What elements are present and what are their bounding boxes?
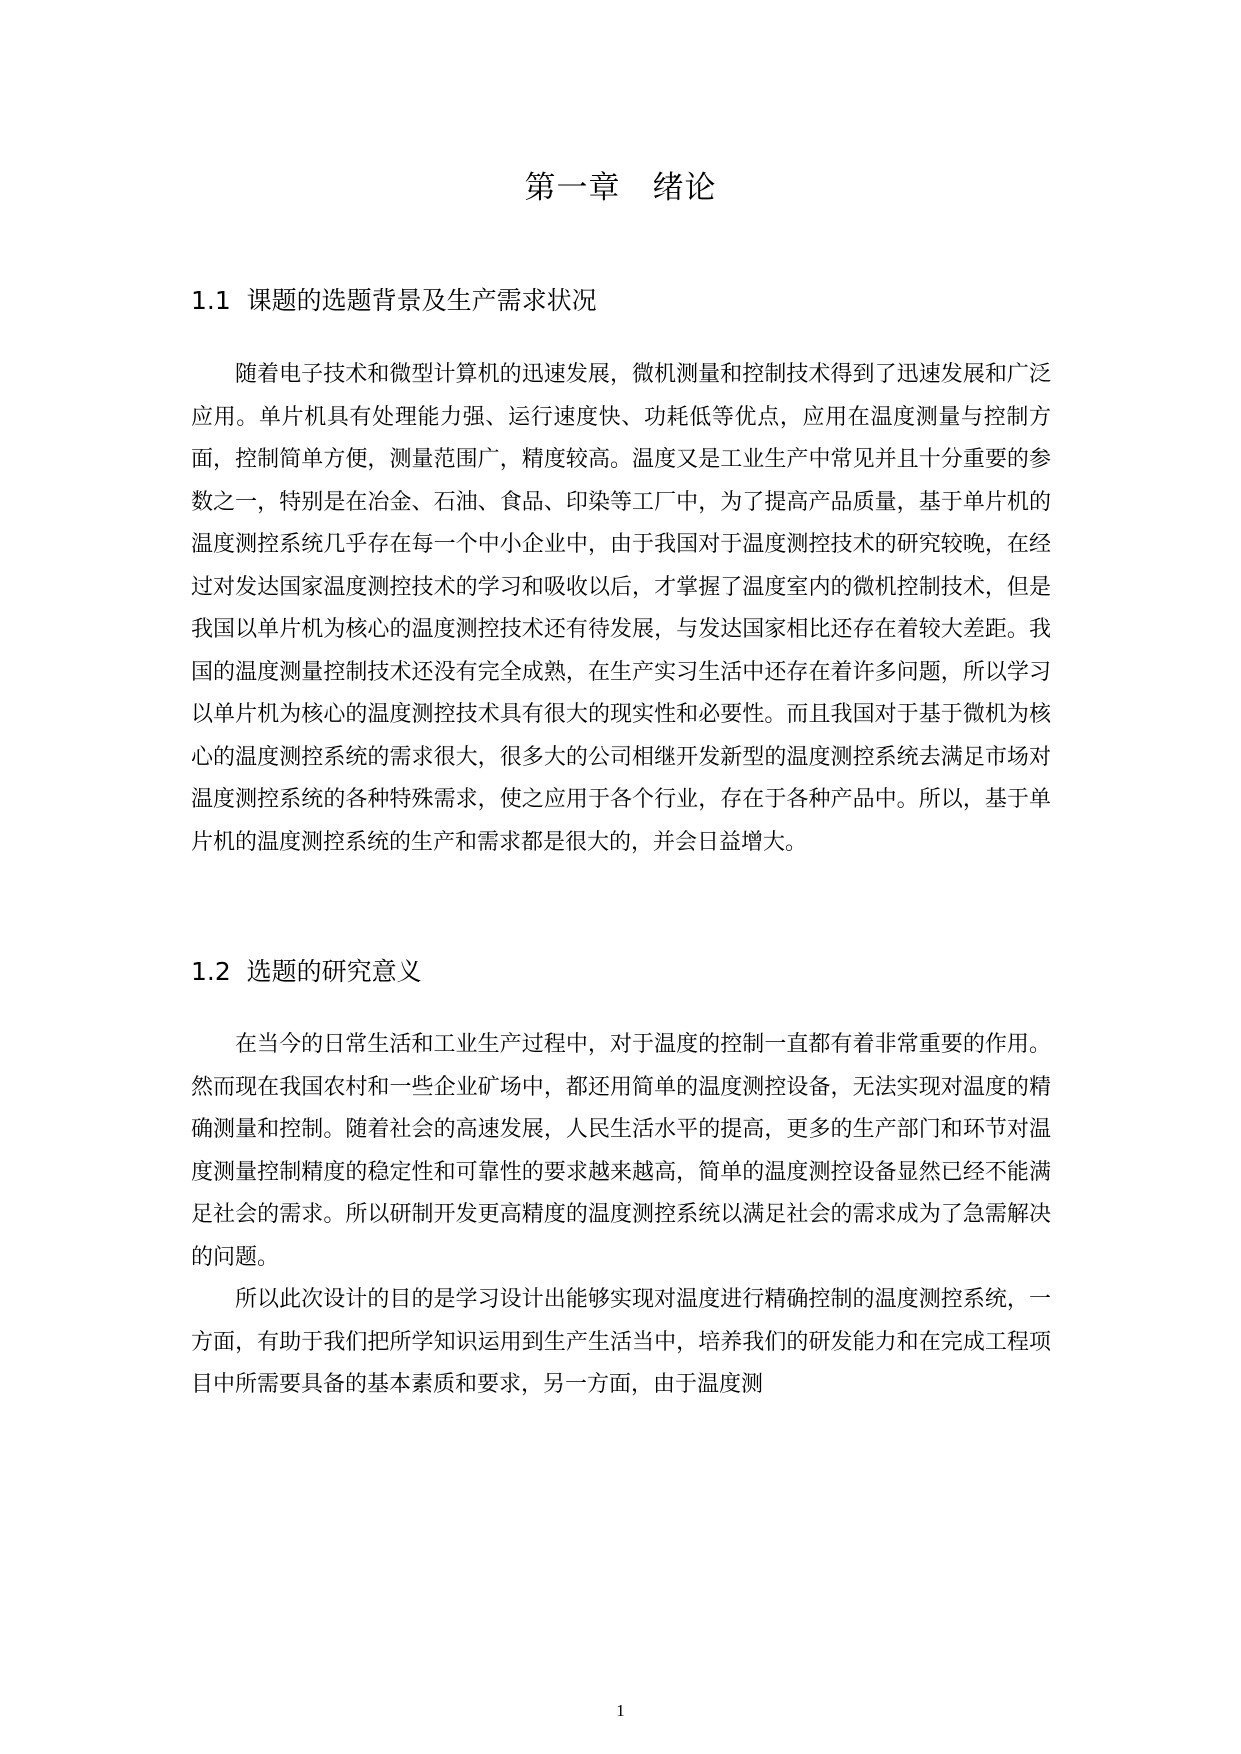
chapter-title: 第一章 绪论 [524, 170, 717, 206]
paragraph: 随着电子技术和微型计算机的迅速发展，微机测量和控制技术得到了迅速发展和广泛应用。单片机具有处理能力强、运行速度快、功耗低等优点，应用在温度测量与控制方面，控制简单方便，测量范围广，精度较高。温度又是工业生产中常见并且十分重要的参数之一，特别是在冶金、石油、食品、印染等工厂中，为了提高产品质量，基于单片机的温度测控系统几乎存在每一个中小企业中，由于我国对于温度测控技术的研究较晚，在经过对发达国家温度测控技术的学习和吸收以后，才掌握了温度室内的微机控制技术，但是我国以单片机为核心的温度测控技术还有待发展，与发达国家相比还存在着较大差距。我国的温度测量控制技术还没有完全成熟，在生产实习生活中还存在着许多问题，所以学习以单片机为核心的温度测控技术具有很大的现实性和必要性。而且我国对于基于微机为核心的温度测控系统的需求很大，很多大的公司相继开发新型的温度测控系统去满足市场对温度测控系统的各种特殊需求，使之应用于各个行业，存在于各种产品中。所以，基于单片机的温度测控系统的生产和需求都是很大的，并会日益增大。 [191, 362, 1051, 855]
paragraph: 所以此次设计的目的是学习设计出能够实现对温度进行精确控制的温度测控系统，一方面，有助于我们把所学知识运用到生产生活当中，培养我们的研发能力和在完成工程项目中所需要具备的基本素质和要求，另一方面，由于温度测 [191, 1287, 1051, 1397]
section-body-1-1 [191, 354, 1051, 864]
section-heading-1-1: 1.1 课题的选题背景及生产需求状况 [191, 286, 597, 315]
section-body-1-2 [191, 1024, 1051, 1407]
section-heading-1-2: 1.2 选题的研究意义 [191, 957, 422, 986]
paragraph: 在当今的日常生活和工业生产过程中，对于温度的控制一直都有着非常重要的作用。然而现在我国农村和一些企业矿场中，都还用简单的温度测控设备，无法实现对温度的精确测量和控制。随着社会的高速发展，人民生活水平的提高，更多的生产部门和环节对温度测量控制精度的稳定性和可靠性的要求越来越高，简单的温度测控设备显然已经不能满足社会的需求。所以研制开发更高精度的温度测控系统以满足社会的需求成为了急需解决的问题。 [191, 1032, 1051, 1270]
page-number: 1 [616, 1701, 625, 1720]
